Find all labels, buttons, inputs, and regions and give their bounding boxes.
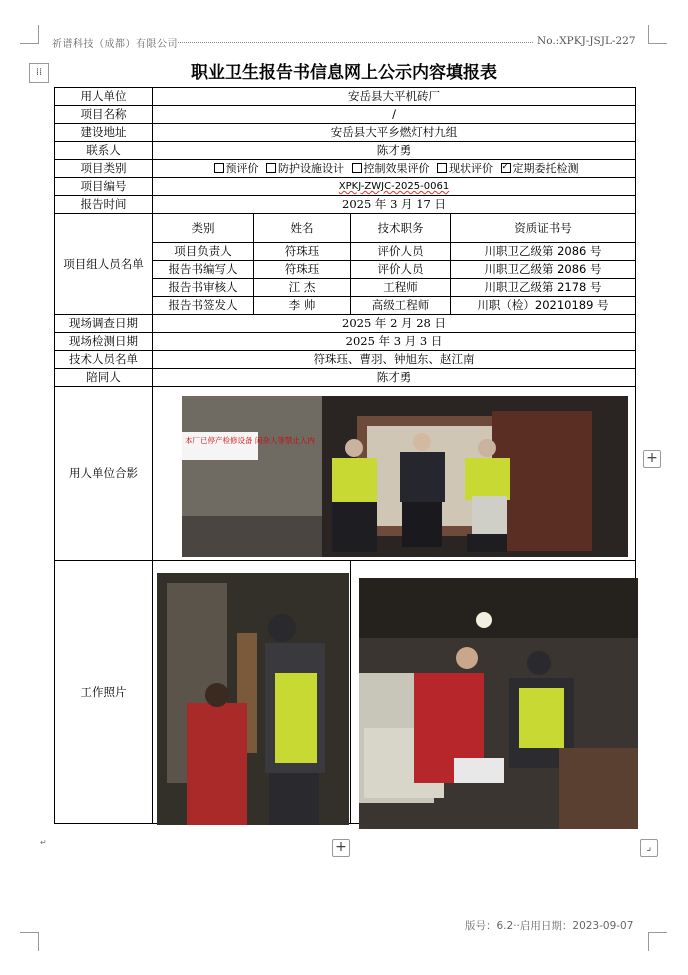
row-report-time — [55, 196, 636, 214]
team-title[interactable]: 高级工程师 — [351, 297, 451, 315]
category-option-2[interactable]: 控制效果评价 — [348, 162, 430, 175]
team-role[interactable]: 报告书签发人 — [153, 297, 254, 315]
work-photo-1 — [157, 573, 349, 825]
value-survey-date[interactable]: 2025 年 2 月 28 日 — [153, 315, 636, 333]
label-test-date: 现场检测日期 — [55, 333, 153, 351]
row-survey-date — [55, 315, 636, 333]
team-cert[interactable]: 川职卫乙级第 2178 号 — [451, 279, 636, 297]
corner-mark-bl — [20, 932, 39, 951]
add-row-button[interactable]: + — [332, 839, 350, 857]
team-name[interactable]: 符珠珏 — [254, 261, 351, 279]
value-report-time[interactable]: 2025 年 3 月 17 日 — [153, 196, 636, 214]
row-address — [55, 124, 636, 142]
label-project-name: 项目名称 — [55, 106, 153, 124]
row-contact — [55, 142, 636, 160]
label-address: 建设地址 — [55, 124, 153, 142]
category-option-0[interactable]: 预评价 — [210, 162, 259, 175]
value-test-date[interactable]: 2025 年 3 月 3 日 — [153, 333, 636, 351]
header-leader-line — [178, 34, 533, 43]
row-employer — [55, 88, 636, 106]
checkbox-1-icon[interactable] — [266, 163, 276, 173]
category-option-3[interactable]: 现状评价 — [433, 162, 493, 175]
value-employer[interactable]: 安岳县大平机砖厂 — [153, 88, 636, 106]
value-contact[interactable]: 陈才勇 — [153, 142, 636, 160]
warning-sign-text: 本厂已停产检修设备 闲杂人等禁止入内 — [185, 436, 315, 445]
row-test-date — [55, 333, 636, 351]
label-report-time: 报告时间 — [55, 196, 153, 214]
footer-version: 版号：6.2 — [465, 920, 514, 932]
value-tech-staff[interactable]: 符珠珏、曹羽、钟旭东、赵江南 — [153, 351, 636, 369]
group-photo — [182, 396, 628, 557]
team-cert[interactable]: 川职（检）20210189 号 — [451, 297, 636, 315]
footer-start-date: 启用日期：2023-09-07 — [519, 920, 634, 932]
corner-mark-tr — [648, 25, 667, 44]
checkbox-0-icon[interactable] — [214, 163, 224, 173]
team-header-role: 类别 — [153, 214, 254, 243]
label-group-photo: 用人单位合影 — [55, 387, 153, 561]
work-photo-2 — [359, 578, 638, 829]
paragraph-mark-icon: ↵ — [40, 838, 47, 847]
team-header-name: 姓名 — [254, 214, 351, 243]
checkbox-2-icon[interactable] — [352, 163, 362, 173]
label-contact: 联系人 — [55, 142, 153, 160]
category-option-1[interactable]: 防护设施设计 — [262, 162, 344, 175]
team-cert[interactable]: 川职卫乙级第 2086 号 — [451, 243, 636, 261]
work-photo-1-drawing — [157, 573, 349, 825]
team-name[interactable]: 符珠珏 — [254, 243, 351, 261]
row-category — [55, 160, 636, 178]
row-team-header — [55, 214, 636, 243]
row-accompany — [55, 369, 636, 387]
team-title[interactable]: 工程师 — [351, 279, 451, 297]
footer: 版号：6.2··启用日期：2023-09-07 — [465, 920, 634, 932]
value-project-no-cell[interactable] — [153, 178, 636, 196]
team-role[interactable]: 报告书编写人 — [153, 261, 254, 279]
row-tech-staff — [55, 351, 636, 369]
team-title[interactable]: 评价人员 — [351, 261, 451, 279]
team-header-cert: 资质证书号 — [451, 214, 636, 243]
category-option-4[interactable]: ✓ 定期委托检测 — [497, 162, 579, 175]
team-role[interactable]: 项目负责人 — [153, 243, 254, 261]
team-header-title: 技术职务 — [351, 214, 451, 243]
team-cert[interactable]: 川职卫乙级第 2086 号 — [451, 261, 636, 279]
label-tech-staff: 技术人员名单 — [55, 351, 153, 369]
checkbox-checked-icon[interactable] — [501, 163, 511, 173]
label-project-no: 项目编号 — [55, 178, 153, 196]
team-name[interactable]: 江 杰 — [254, 279, 351, 297]
checkbox-3-icon[interactable] — [437, 163, 447, 173]
row-project-no — [55, 178, 636, 196]
table-resize-handle-icon[interactable]: ⌟ — [640, 839, 658, 857]
label-work-photo: 工作照片 — [55, 561, 153, 824]
label-team: 项目组人员名单 — [55, 214, 153, 315]
add-column-button[interactable]: + — [643, 450, 661, 468]
team-role[interactable]: 报告书审核人 — [153, 279, 254, 297]
corner-mark-br — [648, 932, 667, 951]
header-doc-no: No.:XPKJ-JSJL-227 — [537, 35, 636, 47]
value-project-name[interactable]: / — [153, 106, 636, 124]
value-accompany[interactable]: 陈才勇 — [153, 369, 636, 387]
page-title: 职业卫生报告书信息网上公示内容填报表 — [191, 63, 497, 83]
header-company: 祈谱科技（成都）有限公司 — [52, 39, 178, 50]
label-survey-date: 现场调查日期 — [55, 315, 153, 333]
group-photo-drawing — [182, 396, 628, 557]
team-title[interactable]: 评价人员 — [351, 243, 451, 261]
label-accompany: 陪同人 — [55, 369, 153, 387]
label-category: 项目类别 — [55, 160, 153, 178]
corner-mark-tl — [20, 25, 39, 44]
row-project-name — [55, 106, 636, 124]
value-project-no: XPKJ-ZWJC-2025-0061 — [338, 181, 450, 192]
work-photo-2-drawing — [359, 578, 638, 829]
value-address[interactable]: 安岳县大平乡燃灯村九组 — [153, 124, 636, 142]
table-move-handle-icon[interactable]: ⁞⁞ — [29, 63, 49, 83]
team-name[interactable]: 李 帅 — [254, 297, 351, 315]
value-category — [153, 160, 636, 178]
label-employer: 用人单位 — [55, 88, 153, 106]
